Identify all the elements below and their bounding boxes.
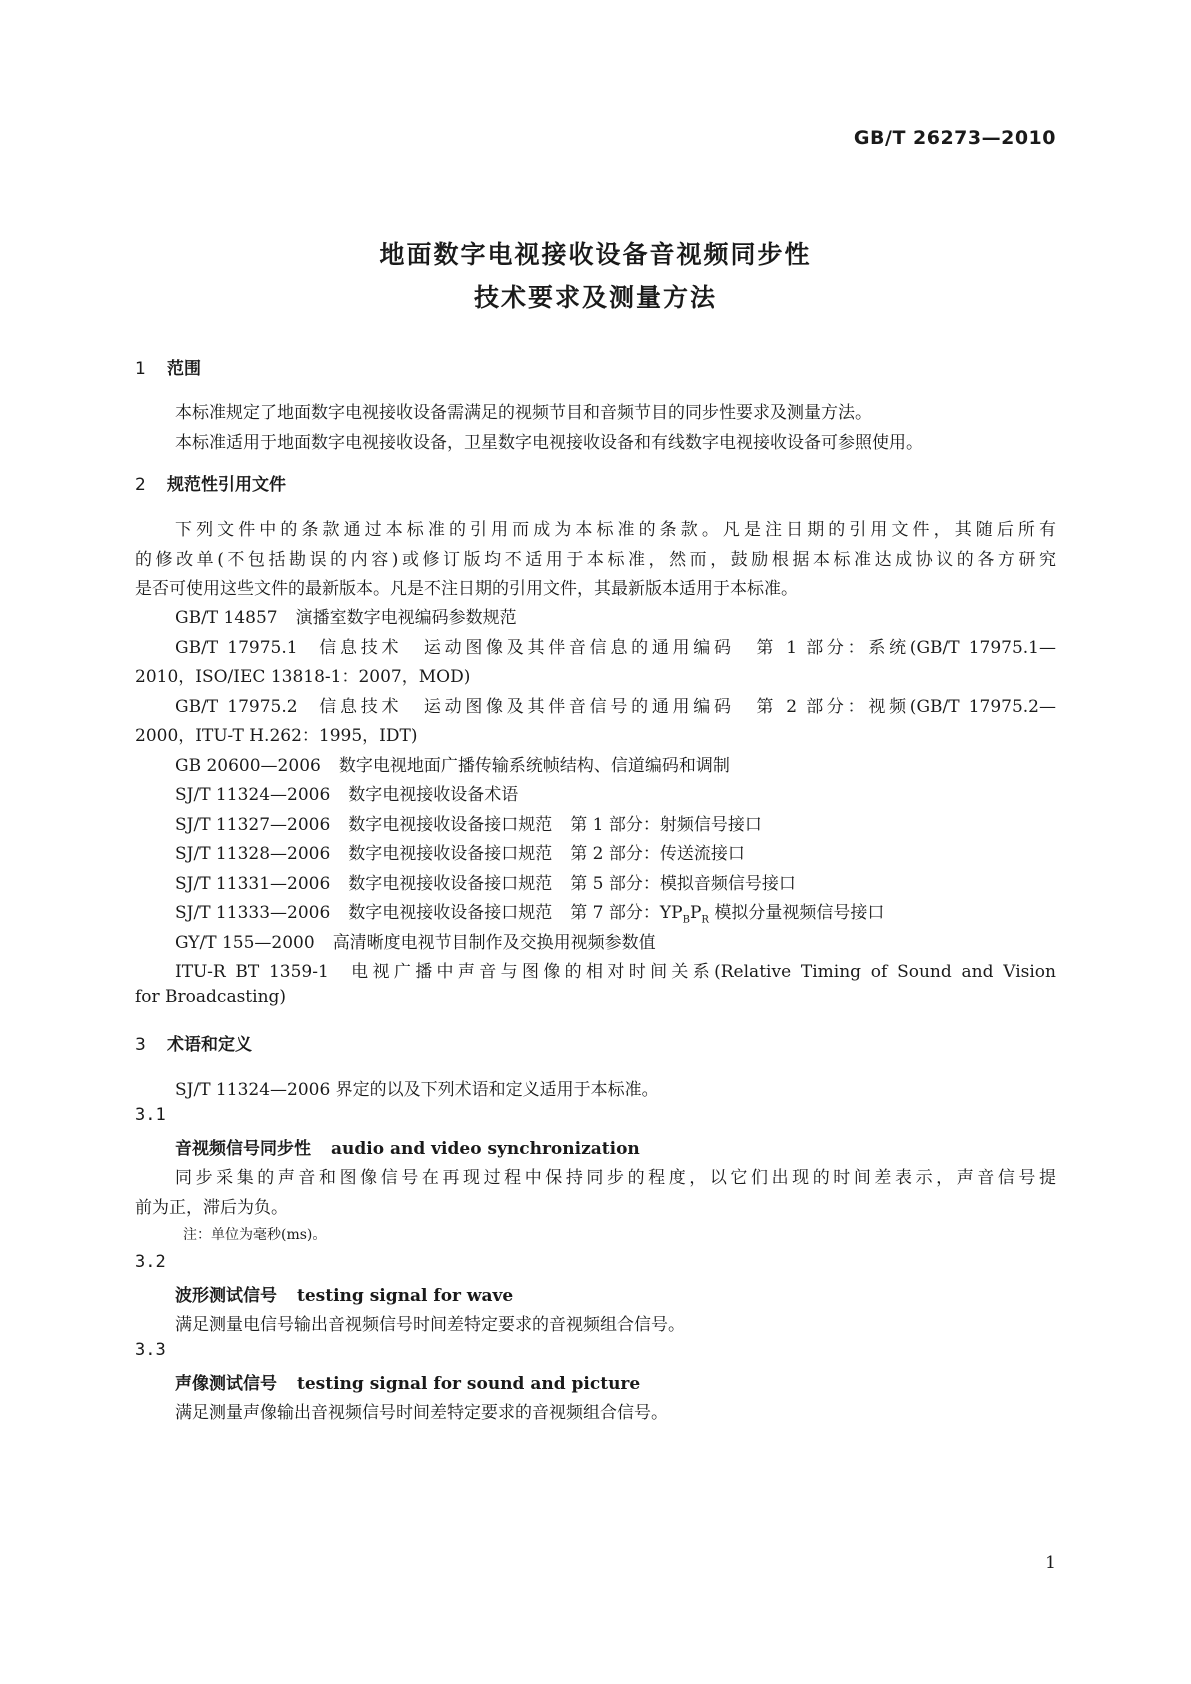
reference-code: SJ/T 11331—2006: [175, 874, 331, 894]
reference-item: [175, 751, 730, 776]
section-number: 2: [135, 475, 146, 495]
term-english: testing signal for wave: [297, 1286, 514, 1306]
reference-code: GB 20600—2006: [175, 756, 321, 776]
section-2-heading: [135, 470, 286, 495]
reference-item: [175, 692, 1056, 717]
term-chinese: 音视频信号同步性: [175, 1139, 311, 1159]
term-english: audio and video synchronization: [331, 1139, 640, 1159]
reference-title: 运动图像及其伴音信号的通用编码: [420, 697, 735, 717]
reference-item: [175, 898, 884, 925]
term-chinese: 波形测试信号: [175, 1286, 277, 1306]
reference-part: 第 7 部分：YP: [570, 903, 683, 923]
clause-number: 3.1: [135, 1105, 166, 1125]
reference-part: P: [689, 903, 702, 923]
reference-title: 数字电视接收设备接口规范: [348, 844, 553, 864]
document-title-line-1: 地面数字电视接收设备音视频同步性: [379, 240, 812, 269]
term-entry: [175, 1281, 513, 1306]
reference-continuation: 2010，ISO/IEC 13818-1：2007，MOD): [135, 667, 471, 687]
page-number: 1: [1045, 1553, 1056, 1573]
section-title: 范围: [167, 359, 201, 379]
paragraph: 本标准适用于地面数字电视接收设备，卫星数字电视接收设备和有线数字电视接收设备可参照使用。: [175, 433, 923, 453]
reference-continuation: for Broadcasting): [135, 987, 287, 1007]
reference-title: 数字电视接收设备接口规范: [348, 874, 553, 894]
reference-code: SJ/T 11327—2006: [175, 815, 331, 835]
reference-item: [175, 633, 1056, 658]
term-english: testing signal for sound and picture: [297, 1374, 641, 1394]
reference-part: 第 2 部分：视频(GB/T 17975.2—: [752, 697, 1057, 717]
clause-number: 3.3: [135, 1340, 166, 1360]
reference-code: ITU-R BT 1359-1: [175, 962, 329, 982]
section-title: 规范性引用文件: [167, 475, 286, 495]
term-note: 注：单位为毫秒(ms)。: [183, 1227, 327, 1243]
reference-title: 电视广播中声音与图像的相对时间关系(Relative Timing of Sound and Vision: [346, 962, 1056, 982]
paragraph-line: 是否可使用这些文件的最新版本。凡是不注日期的引用文件，其最新版本适用于本标准。: [135, 579, 798, 599]
reference-title: 高清晰度电视节目制作及交换用视频参数值: [332, 933, 656, 953]
reference-code: GB/T 17975.1: [175, 638, 298, 658]
reference-item: [175, 839, 745, 864]
reference-title: 数字电视地面广播传输系统帧结构、信道编码和调制: [338, 756, 730, 776]
section-number: 3: [135, 1035, 146, 1055]
reference-continuation: 2000，ITU-T H.262：1995，IDT): [135, 726, 418, 746]
subscript: R: [701, 914, 709, 926]
paragraph: 本标准规定了地面数字电视接收设备需满足的视频节目和音频节目的同步性要求及测量方法。: [175, 403, 872, 423]
paragraph-line: 的修改单(不包括勘误的内容)或修订版均不适用于本标准，然而，鼓励根据本标准达成协议的各方研究: [135, 550, 1056, 570]
paragraph: SJ/T 11324—2006 界定的以及下列术语和定义适用于本标准。: [175, 1080, 659, 1100]
section-title: 术语和定义: [167, 1035, 252, 1055]
standard-code: GB/T 26273—2010: [853, 127, 1056, 149]
term-chinese: 声像测试信号: [175, 1374, 277, 1394]
reference-code: SJ/T 11328—2006: [175, 844, 331, 864]
subscript: B: [682, 914, 690, 926]
reference-part: 第 2 部分：传送流接口: [570, 844, 745, 864]
section-1-heading: [135, 354, 201, 379]
reference-code: GB/T 17975.2: [175, 697, 298, 717]
reference-title: 数字电视接收设备接口规范: [348, 903, 553, 923]
reference-code: SJ/T 11324—2006: [175, 785, 331, 805]
term-definition: 前为正，滞后为负。: [135, 1198, 288, 1218]
section-number: 1: [135, 359, 146, 379]
reference-title: 运动图像及其伴音信息的通用编码: [420, 638, 735, 658]
reference-item: [175, 810, 762, 835]
document-title-line-2: 技术要求及测量方法: [473, 283, 717, 312]
reference-title: 信息技术: [315, 697, 403, 717]
reference-code: GB/T 14857: [175, 608, 278, 628]
clause-number: 3.2: [135, 1252, 166, 1272]
term-definition: 同步采集的声音和图像信号在再现过程中保持同步的程度，以它们出现的时间差表示，声音信号提: [175, 1168, 1056, 1188]
term-definition: 满足测量声像输出音视频信号时间差特定要求的音视频组合信号。: [175, 1403, 668, 1423]
reference-part: 第 1 部分：系统(GB/T 17975.1—: [752, 638, 1057, 658]
reference-part: 第 1 部分：射频信号接口: [570, 815, 762, 835]
reference-title: 数字电视接收设备术语: [348, 785, 519, 805]
reference-title: 数字电视接收设备接口规范: [348, 815, 553, 835]
paragraph-line: 下列文件中的条款通过本标准的引用而成为本标准的条款。凡是注日期的引用文件，其随后所有: [175, 520, 1056, 540]
reference-code: GY/T 155—2000: [175, 933, 315, 953]
reference-title: 信息技术: [315, 638, 403, 658]
reference-title: 演播室数字电视编码参数规范: [295, 608, 517, 628]
reference-item: [175, 957, 1056, 982]
reference-code: SJ/T 11333—2006: [175, 903, 331, 923]
reference-item: [175, 869, 796, 894]
reference-item: [175, 928, 656, 953]
section-3-heading: [135, 1030, 252, 1055]
reference-part: 模拟分量视频信号接口: [708, 903, 885, 923]
reference-part: 第 5 部分：模拟音频信号接口: [570, 874, 796, 894]
term-definition: 满足测量电信号输出音视频信号时间差特定要求的音视频组合信号。: [175, 1315, 685, 1335]
term-entry: [175, 1134, 640, 1159]
term-entry: [175, 1369, 640, 1394]
reference-item: [175, 780, 518, 805]
reference-item: [175, 603, 517, 628]
